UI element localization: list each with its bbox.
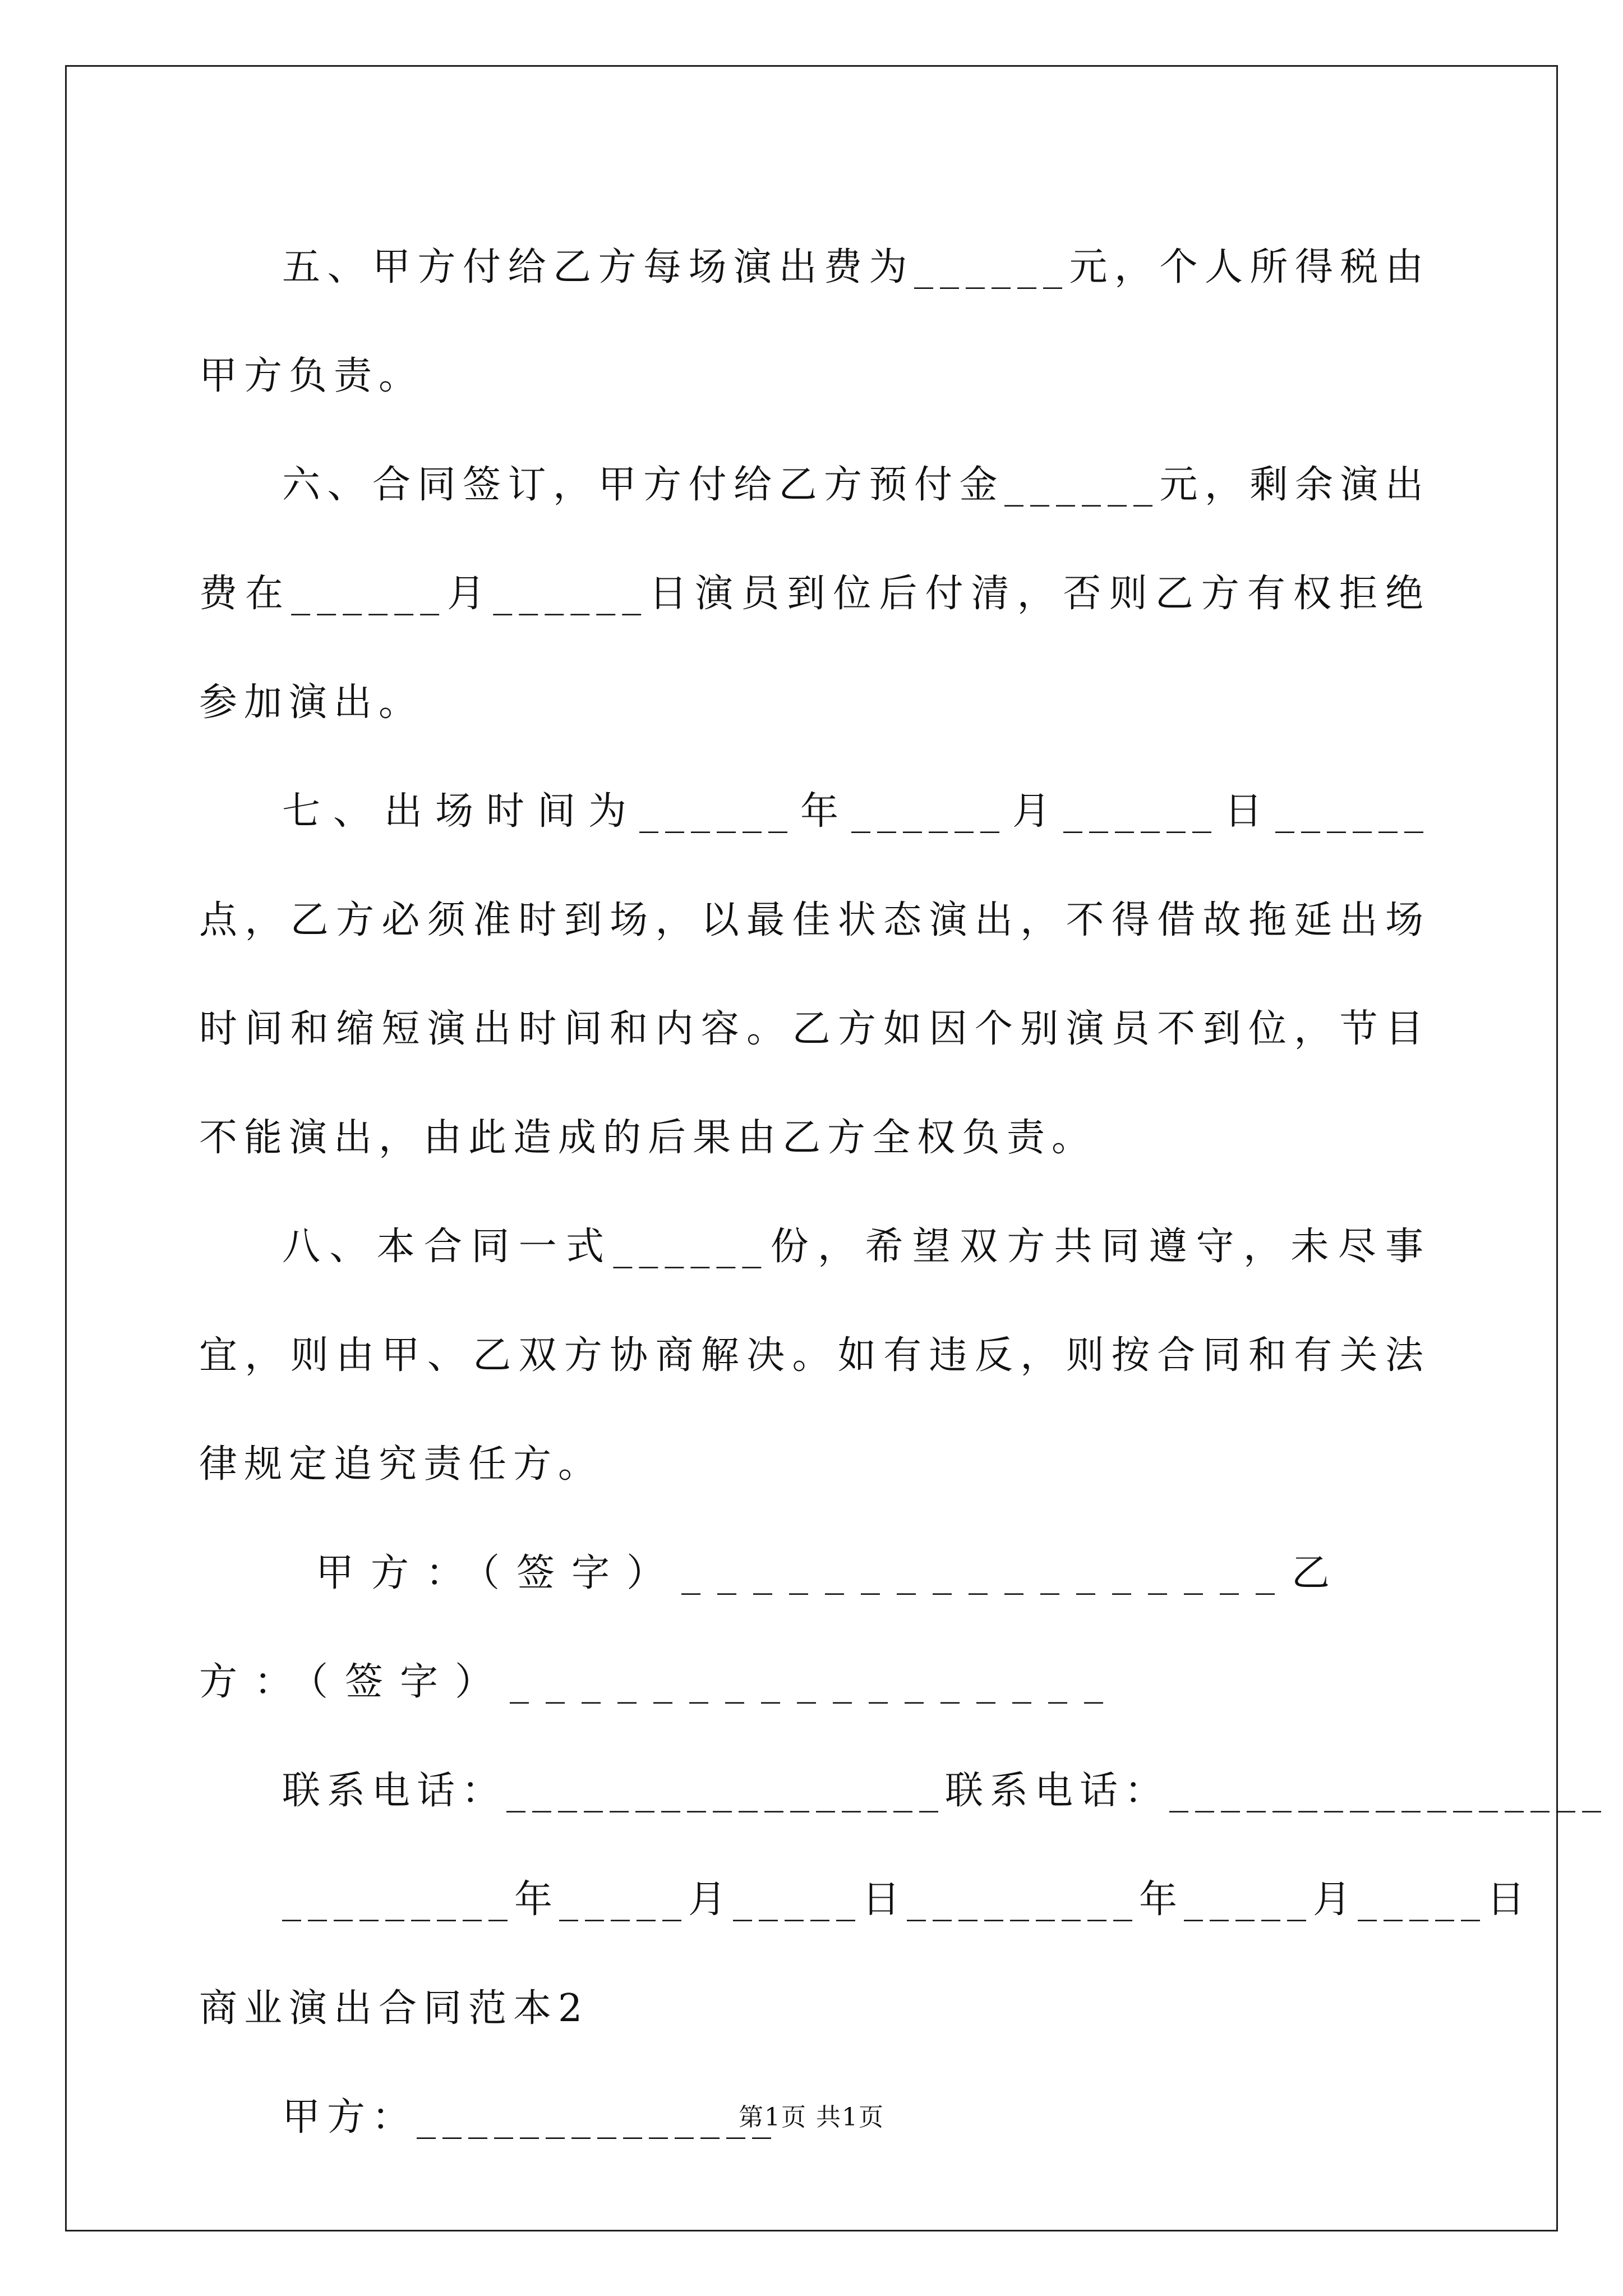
date-line: _________年_____月_____日_________年_____月_____日 xyxy=(282,1878,1532,1922)
party-a-line: 甲方：______________ xyxy=(282,2095,778,2139)
signature-line: 甲方：（签字）_________________乙方：（签字）_________________ xyxy=(199,1551,1347,1704)
section-title: 商业演出合同范本2 xyxy=(199,1986,589,2031)
contact-phone-line: 联系电话：_________________联系电话：_________________ xyxy=(282,1769,1608,1813)
clause-eight: 八、本合同一式______份，希望双方共同遵守，未尽事宜，则由甲、乙双方协商解决。如有违反，则按合同和有关法律规定追究责任方。 xyxy=(199,1225,1430,1487)
clause-six: 六、合同签订，甲方付给乙方预付金______元，剩余演出费在______月______日演员到位后付清，否则乙方有权拒绝参加演出。 xyxy=(199,463,1430,725)
page-footer: 第1页 共1页 xyxy=(739,2103,884,2132)
document-body xyxy=(199,213,1608,2172)
clause-five: 五、甲方付给乙方每场演出费为______元，个人所得税由甲方负责。 xyxy=(199,245,1430,398)
clause-seven: 七、出场时间为______年______月______日______点，乙方必须准时到场，以最佳状态演出，不得借故拖延出场时间和缩短演出时间和内容。乙方如因个别演员不到位，节目不能演出，由此造成的后果由乙方全权负责。 xyxy=(199,789,1430,1160)
